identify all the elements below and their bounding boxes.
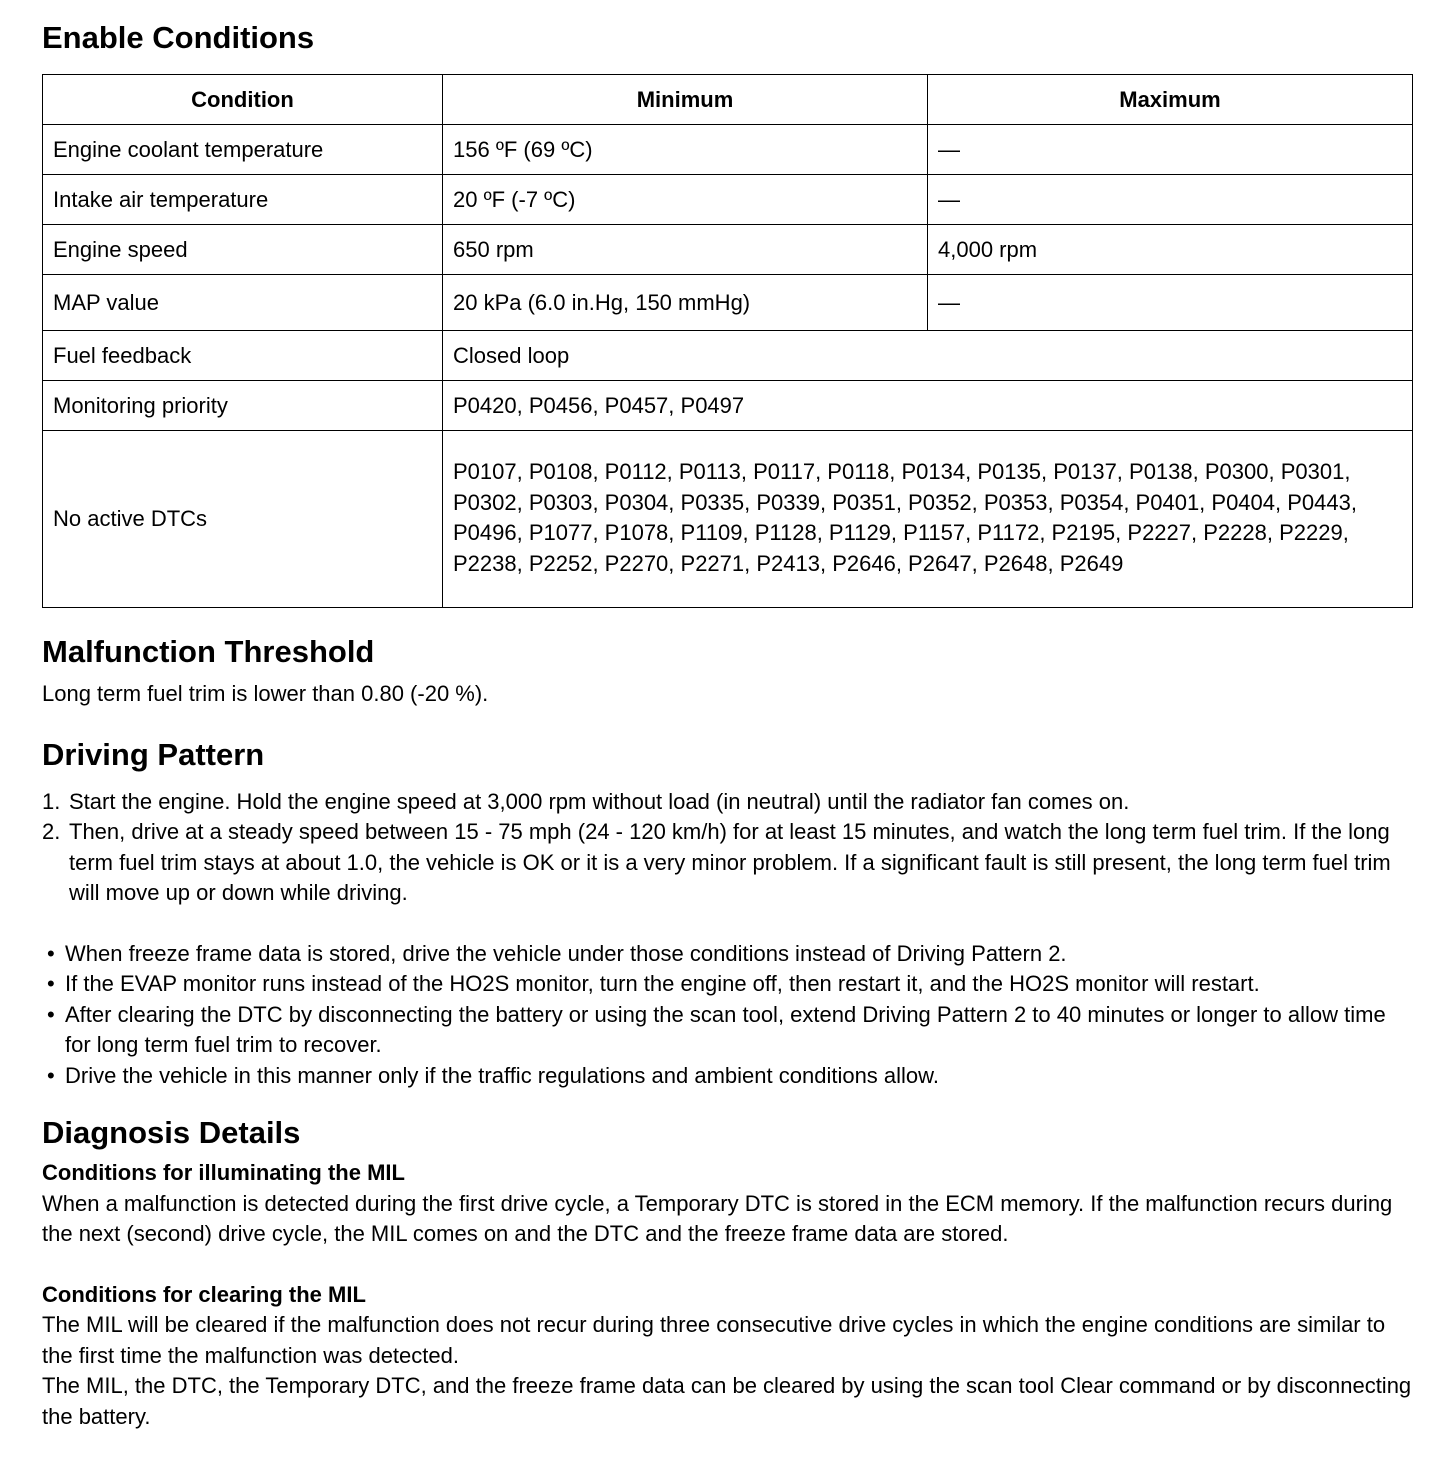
condition-cell: No active DTCs bbox=[43, 431, 443, 608]
step-number: 2. bbox=[42, 819, 61, 844]
list-item bbox=[42, 939, 1414, 970]
maximum-cell: 4,000 rpm bbox=[928, 225, 1413, 275]
clearing-mil-text-2: The MIL, the DTC, the Temporary DTC, and the freeze frame data can be cleared by using the scan tool Clear command or by disconnecting the battery. bbox=[42, 1373, 1412, 1429]
bullet-icon: • bbox=[47, 940, 55, 966]
maximum-cell: — bbox=[928, 275, 1413, 331]
list-item bbox=[42, 817, 1414, 909]
enable-conditions-heading: Enable Conditions bbox=[42, 20, 315, 55]
malfunction-threshold-text: Long term fuel trim is lower than 0.80 (-20 %). bbox=[42, 681, 489, 706]
list-item bbox=[42, 1061, 1414, 1092]
maximum-cell: — bbox=[928, 125, 1413, 175]
table-row bbox=[43, 225, 1413, 275]
condition-cell: Monitoring priority bbox=[43, 381, 443, 431]
condition-cell: Engine coolant temperature bbox=[43, 125, 443, 175]
list-item bbox=[42, 787, 1414, 818]
list-item bbox=[42, 969, 1414, 1000]
table-row bbox=[43, 431, 1413, 608]
maximum-cell: — bbox=[928, 175, 1413, 225]
table-row bbox=[43, 275, 1413, 331]
driving-pattern-steps bbox=[42, 787, 1414, 909]
minimum-cell: 156 ºF (69 ºC) bbox=[443, 125, 928, 175]
minimum-cell: 20 ºF (-7 ºC) bbox=[443, 175, 928, 225]
table-row bbox=[43, 381, 1413, 431]
minimum-cell: 650 rpm bbox=[443, 225, 928, 275]
table-row bbox=[43, 175, 1413, 225]
table-row bbox=[43, 331, 1413, 381]
step-number: 1. bbox=[42, 788, 61, 814]
driving-pattern-notes bbox=[42, 939, 1414, 1092]
driving-pattern-heading: Driving Pattern bbox=[42, 736, 265, 772]
bullet-icon: • bbox=[47, 1001, 55, 1027]
diagnosis-details-heading: Diagnosis Details bbox=[42, 1115, 301, 1150]
condition-cell: Fuel feedback bbox=[43, 331, 443, 381]
column-header-condition: Condition bbox=[43, 75, 443, 125]
dtc-list-cell: P0107, P0108, P0112, P0113, P0117, P0118, P0134, P0135, P0137, P0138, P0300, P0301, P0302, P0303, P0304, P0335, P0339, P0351, P0352, P0353, P0354, P0401, P0404, P0443, P0496, P1077, P1078, P1109, P1128, P1129, P1157, P1172, P2195, P2227, P2228, P2229, P2238, P2252, P2270, P2271, P2413, P2646, P2647, P2648, P2649 bbox=[443, 431, 1413, 608]
note-text: After clearing the DTC by disconnecting the battery or using the scan tool, extend Driving Pattern 2 to 40 minutes or longer to allow time for long term fuel trim to recover. bbox=[65, 1001, 1386, 1057]
bullet-icon: • bbox=[47, 971, 55, 996]
note-text: Drive the vehicle in this manner only if the traffic regulations and ambient conditions allow. bbox=[65, 1062, 939, 1088]
condition-cell: Engine speed bbox=[43, 225, 443, 275]
column-header-minimum: Minimum bbox=[443, 75, 928, 125]
note-text: When freeze frame data is stored, drive the vehicle under those conditions instead of Driving Pattern 2. bbox=[65, 940, 1067, 966]
step-text: Start the engine. Hold the engine speed at 3,000 rpm without load (in neutral) until the radiator fan comes on. bbox=[69, 788, 1130, 814]
value-cell: P0420, P0456, P0457, P0497 bbox=[443, 381, 1413, 431]
table-header-row bbox=[43, 75, 1413, 125]
enable-conditions-table bbox=[42, 74, 1413, 608]
condition-cell: Intake air temperature bbox=[43, 175, 443, 225]
step-text: Then, drive at a steady speed between 15 - 75 mph (24 - 120 km/h) for at least 15 minutes, and watch the long term fuel trim. If the long term fuel trim stays at about 1.0, the vehicle is OK or it is a very minor problem. If a significant fault is still present, the long term fuel trim will move up or down while driving. bbox=[69, 819, 1391, 905]
list-item bbox=[42, 1000, 1414, 1061]
condition-cell: MAP value bbox=[43, 275, 443, 331]
illuminating-mil-text: When a malfunction is detected during the first drive cycle, a Temporary DTC is stored in the ECM memory. If the malfunction recurs during the next (second) drive cycle, the MIL comes on and the DTC and the freeze frame data are stored. bbox=[42, 1190, 1393, 1246]
table-row bbox=[43, 125, 1413, 175]
column-header-maximum: Maximum bbox=[928, 75, 1413, 125]
note-text: If the EVAP monitor runs instead of the HO2S monitor, turn the engine off, then restart it, and the HO2S monitor will restart. bbox=[65, 971, 1260, 996]
minimum-cell: 20 kPa (6.0 in.Hg, 150 mmHg) bbox=[443, 275, 928, 331]
malfunction-threshold-heading: Malfunction Threshold bbox=[42, 634, 375, 669]
clearing-mil-text-1: The MIL will be cleared if the malfunction does not recur during three consecutive drive cycles in which the engine conditions are similar to the first time the malfunction was detected. bbox=[42, 1312, 1386, 1368]
bullet-icon: • bbox=[47, 1062, 55, 1088]
value-cell: Closed loop bbox=[443, 331, 1413, 381]
clearing-mil-subheading: Conditions for clearing the MIL bbox=[42, 1281, 366, 1307]
illuminating-mil-subheading: Conditions for illuminating the MIL bbox=[42, 1160, 405, 1185]
